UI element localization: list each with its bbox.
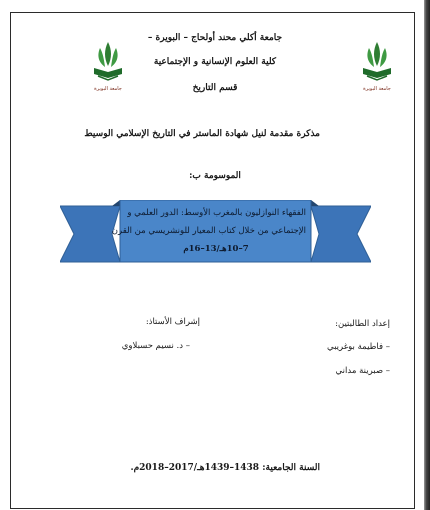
- banner-title-line1: الفقهاء النوازليون بالمغرب الأوسط: الدور العلمي و: [127, 208, 306, 218]
- academic-year: [130, 463, 320, 473]
- university-logo-left: [88, 40, 128, 90]
- student-name-2: – صبرينة مداني: [335, 366, 390, 376]
- page-edge-shadow: [424, 0, 430, 510]
- book-leaf-icon: [88, 40, 128, 84]
- thesis-title-banner: [60, 200, 371, 268]
- university-logo-right: [357, 40, 397, 90]
- university-name: جامعة أكلي محند أولحاج – البويرة –: [147, 33, 283, 43]
- book-leaf-icon: [357, 40, 397, 84]
- students-heading: إعداد الطالبتين:: [335, 319, 390, 329]
- academic-year-label: السنة الجامعية:: [262, 463, 320, 473]
- logo-caption: جامعة البويرة: [363, 86, 391, 92]
- logo-caption: جامعة البويرة: [94, 86, 122, 92]
- memo-titled: الموسومة ب:: [189, 171, 241, 181]
- supervisor-heading: إشراف الأستاذ:: [145, 317, 200, 327]
- banner-title-line3: 7–10هـ/13–16م: [183, 244, 249, 254]
- academic-year-value: 1438–1439هـ/2017–2018م.: [130, 463, 260, 473]
- memo-description: مذكرة مقدمة لنيل شهادة الماستر في التاريخ الإسلامي الوسيط: [84, 129, 320, 139]
- student-name-1: – فاطيمة بوغريبي: [326, 342, 390, 352]
- faculty-name: كلية العلوم الإنسانية و الإجتماعية: [153, 57, 277, 67]
- banner-title-line2: الإجتماعي من خلال كتاب المعيار للونشريسي من القرن: [111, 226, 306, 236]
- department-name: قسم التاريخ: [192, 83, 238, 93]
- supervisor-name: – د. نسيم حسبلاوي: [121, 341, 190, 351]
